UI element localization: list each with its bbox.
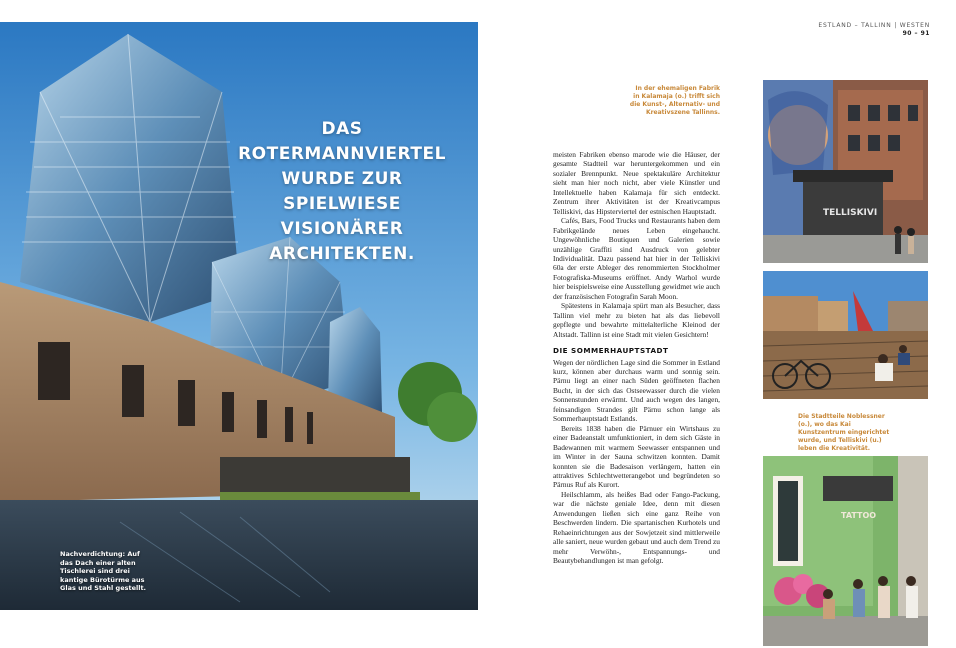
paragraph: Heilschlamm, als heißes Bad oder Fango-Packung, war die nächste geniale Idee, denn mit diesen Anwendungen ließen sich eine ganz Reihe von Beschwerden lindern. Die spartanischen Kurhotels und Rehaeinrichtungen aus der Sowjetzeit sind mittlerweile alle saniert, neue wurden gebaut und auch dem Trend zu mehr Verwöhn-, Entspannungs- und Beautybehandlungen ist man gefolgt. <box>553 489 720 566</box>
kalamaja-mural-illustration <box>763 80 928 263</box>
noblessner-harbour-illustration <box>763 271 928 399</box>
running-head <box>818 22 930 38</box>
hero-pull-quote: DAS ROTERMANNVIERTEL WURDE ZUR SPIELWIESE VISIONÄRER ARCHITEKTEN. <box>238 119 446 264</box>
page-numbers: 90 – 91 <box>902 30 930 37</box>
hero-photo <box>0 22 478 610</box>
paragraph: Wegen der nördlichen Lage sind die Sommer in Estland kurz, können aber durchaus warm und sonnig sein. Pärnu liegt an einer nach Süden geöffneten flachen Bucht, in der sich das Ostseewasser durch die vielen Sonnenstunden erwärmt. Und auch wegen des langen, feinsandigen Strandes gilt Pärnu schon lange als Sommerhauptstadt Estlands. <box>553 357 720 424</box>
paragraph: Bereits 1838 haben die Pärnuer ein Wirtshaus zu einer Badeanstalt umfunktioniert, in dem sich Gäste in Badewannen mit warmem Seewasser entspannen und im Winter in der Sauna schwitzen konnten. Damit konnten sie die Badesaison verlängern, hatten ein attraktives Schlechtwetterangebot und begründeten so Pärnus Ruf als Kurort. <box>553 423 720 490</box>
paragraph: Cafés, Bars, Food Trucks und Restaurants haben dem Fabrikgelände neues Leben eingehaucht. Ungewöhnliche Boutiquen und Galerien sowie unzählige Graffiti sind Ausdruck von gelebter Individualität. Dazu passend hat hier in der Telliskivi 60a der erste Ableger des renommierten Stockholmer Fotografiska-Museums eröffnet. Andy Warhol wurde hier beispielsweise eine Ausstellung gewidmet wie auch der französischen Fotografin Sarah Moon. <box>553 216 720 301</box>
paragraph: meisten Fabriken ebenso marode wie die Häuser, der gesamte Stadtteil war heruntergekommen und ein sozialer Brennpunkt. Neue spektakuläre Architektur sieht man hier noch nicht, aber viele Künstler und Intellektuelle haben Kalamaja für sich entdeckt. Zentrum ihrer Aktivitäten ist der Kreativcampus Telliskivi, das Hipsterviertel der estnischen Hauptstadt. <box>553 150 720 216</box>
photo-noblessner-harbour <box>763 271 928 399</box>
hero-photo-caption: Nachverdichtung: Auf das Dach einer alten Tischlerei sind drei kantige Bürotürme aus Glas und Stahl gestellt. <box>60 550 147 593</box>
section-heading: DIE SOMMERHAUPTSTADT <box>553 346 669 356</box>
telliskivi-sign: TELLISKIVI <box>823 208 878 218</box>
photo-telliskivi-street <box>763 456 928 646</box>
tattoo-sign: TATTOO <box>841 511 877 520</box>
photo-caption-top: In der ehemaligen Fabrik in Kalamaja (o.) trifft sich die Kunst-, Alternativ- und Kreativszene Tallinns. <box>629 85 720 116</box>
photo-kalamaja-mural <box>763 80 928 263</box>
telliskivi-street-illustration <box>763 456 928 646</box>
section-label: ESTLAND – TALLINN | WESTEN <box>818 22 930 29</box>
photo-caption-middle: Die Stadtteile Noblessner (o.), wo das Kai Kunstzentrum eingerichtet wurde, und Telliskivi (u.) leben die Kreativität. <box>798 413 890 452</box>
rotermann-architecture-illustration <box>0 22 478 610</box>
paragraph: Spätestens in Kalamaja spürt man als Besucher, dass Tallinn viel mehr zu bieten hat als das liebevoll gepflegte und bewahrte mittelalterliche Kleinod der Altstadt. Tallinn ist eine Stadt mit vielen Gesichtern! <box>553 301 720 339</box>
article-body <box>553 150 720 565</box>
